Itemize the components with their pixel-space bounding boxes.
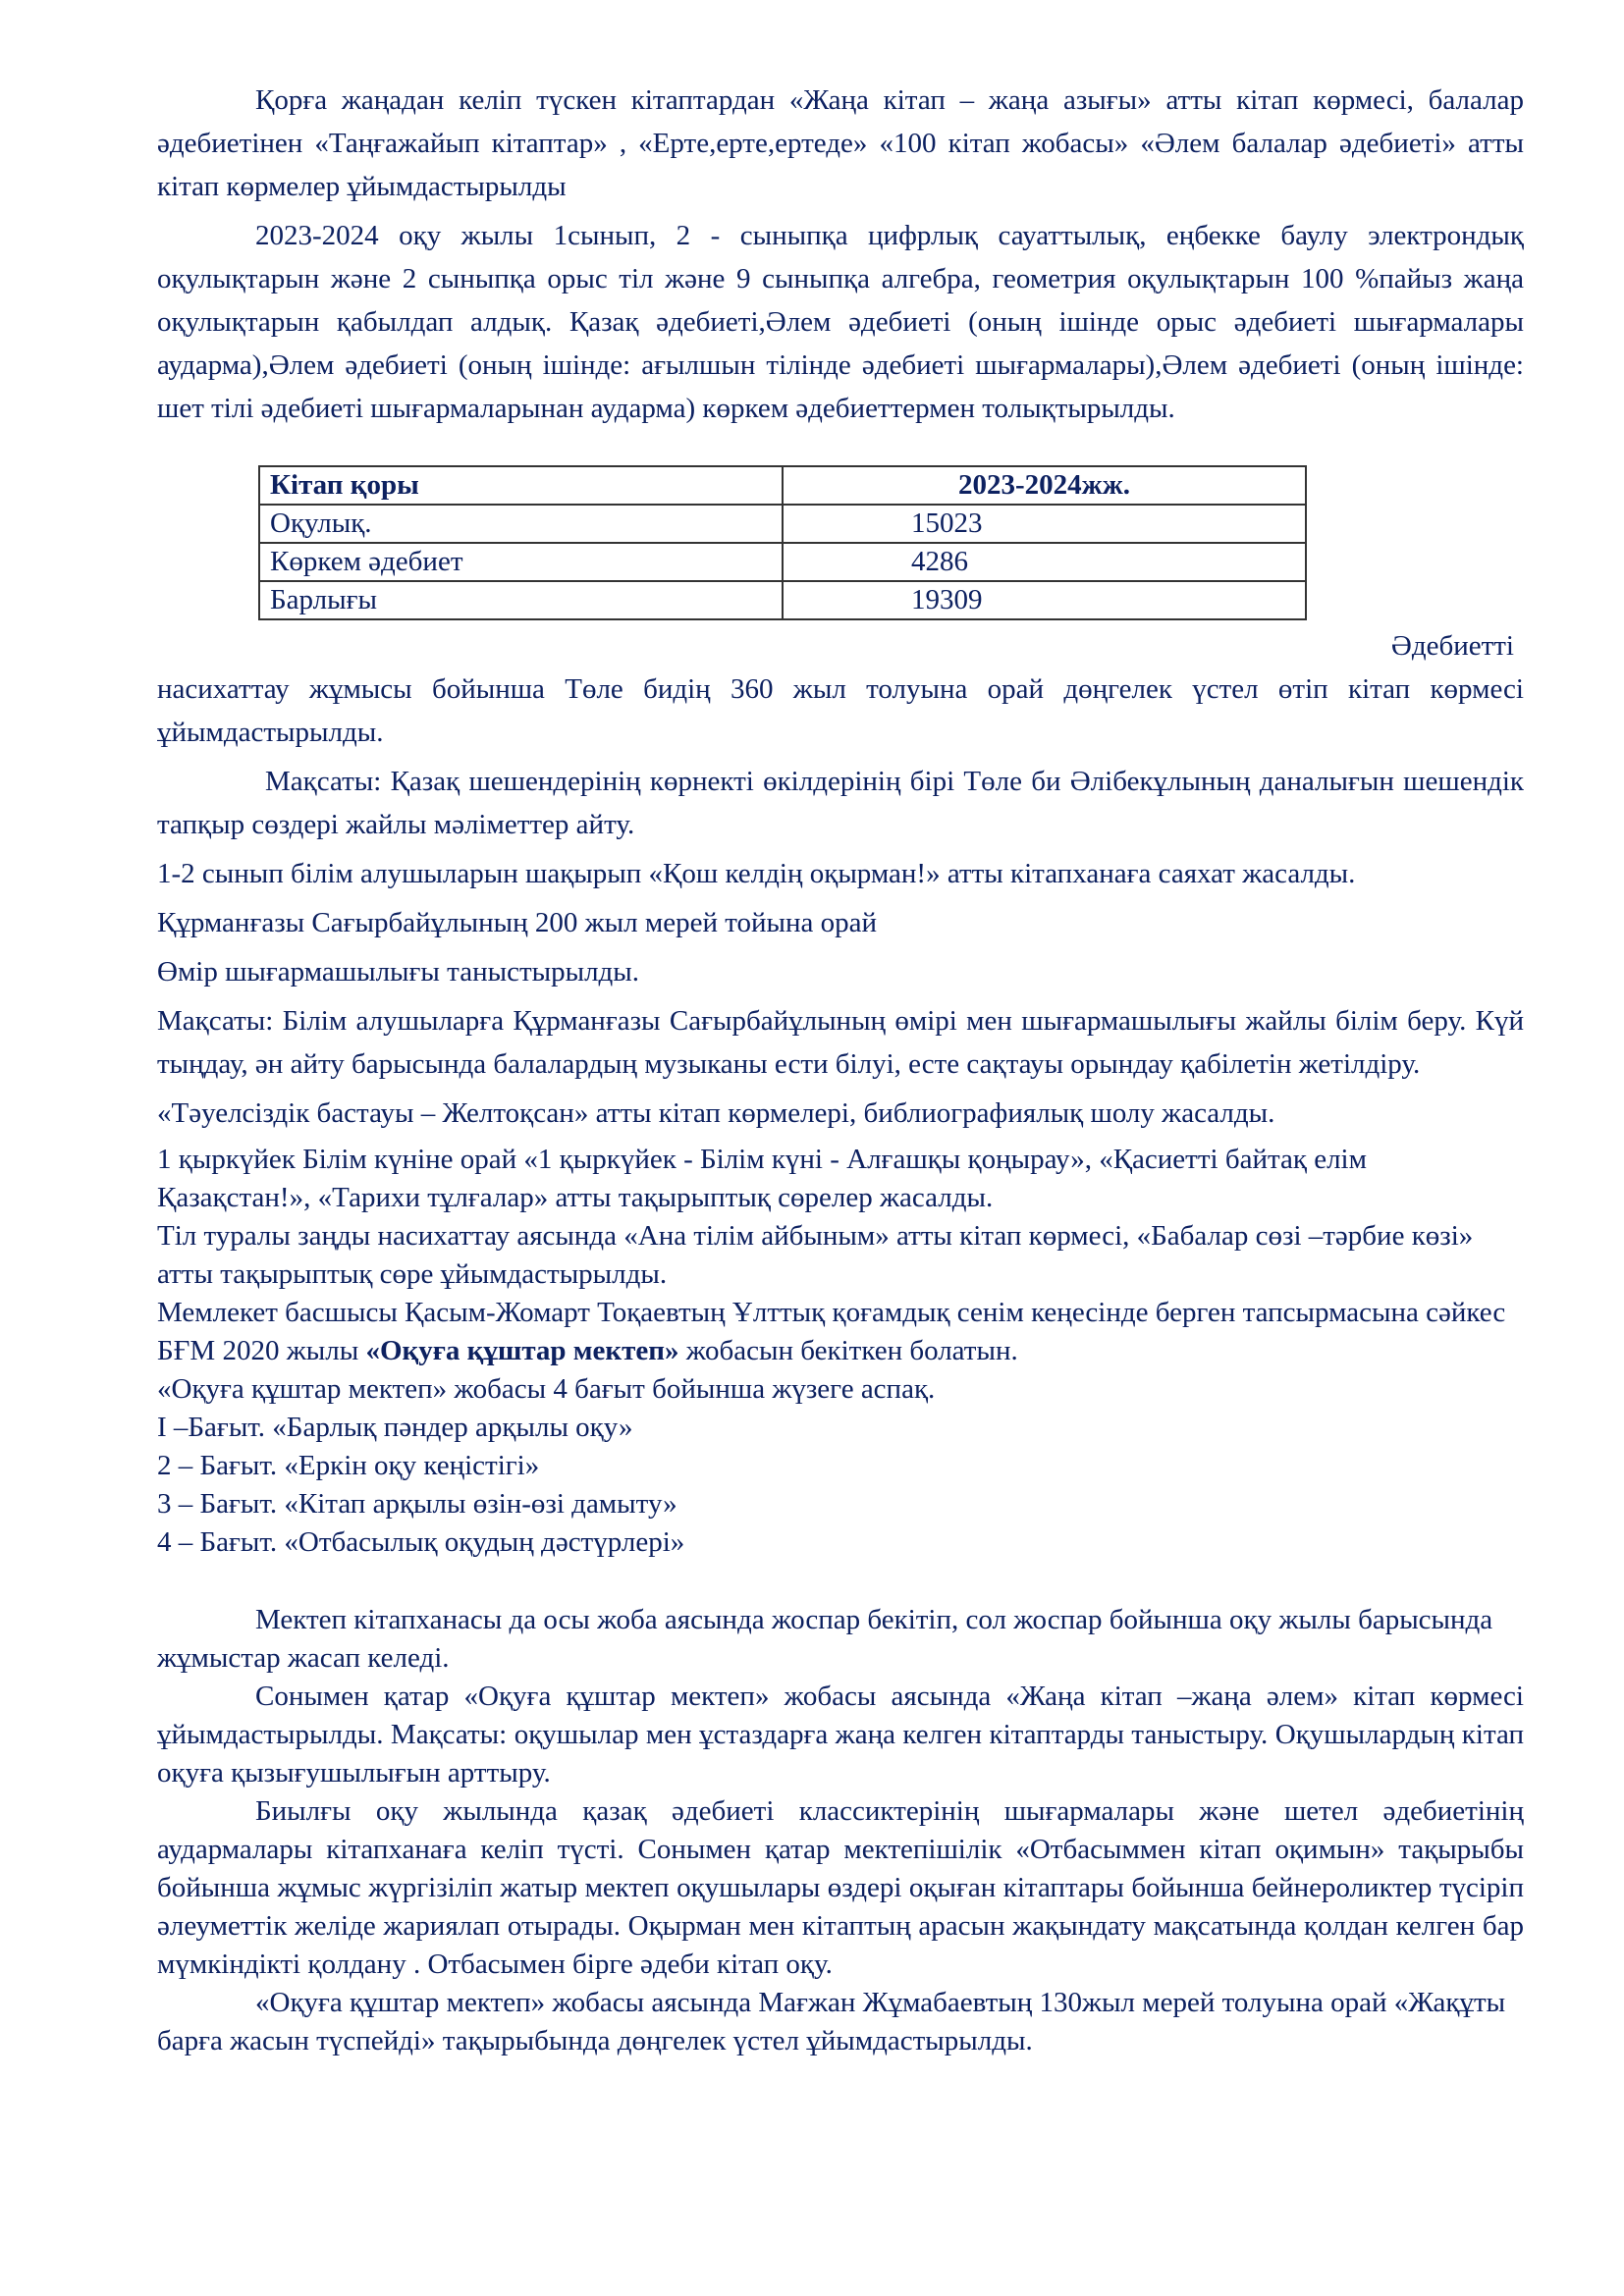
text-segment: жобасын бекіткен болатын. bbox=[678, 1335, 1018, 1366]
text-segment: Мемлекет басшысы Қасым-Жомарт Тоқаевтың Ұлттық қоғамдық сенім кеңесінде берген тапсырмасына сәйкес БҒМ 2020 жылы bbox=[157, 1297, 1506, 1366]
book-fund-table bbox=[258, 465, 1307, 620]
paragraph-family-reading: Биылғы оқу жылында қазақ әдебиеті классиктерінің шығармалары және шетел әдебиетінің аудармалары кітапханаға келіп түсті. Сонымен қатар мектепішілік «Отбасыммен кітап оқимын» тақырыбы бойынша жұмыс жүргізіліп жатыр мектеп оқушылары өздері оқыған кітаптары бойынша бейнероликтер түсіріп әлеуметтік желіде жариялап отырады. Оқырман мен кітаптың арасын жақындату мақсатында қолдан келген бар мүмкіндікті қолдану . Отбасымен бірге әдеби кітап оқу. bbox=[157, 1795, 1524, 1980]
paragraph-tole-bi-round-table: насихаттау жұмысы бойынша Төле бидің 360 жыл толуына орай дөңгелек үстел өтіп кітап көрмесі ұйымдастырылды. bbox=[157, 673, 1524, 748]
table-cell-category: Көркем әдебиет bbox=[259, 543, 783, 581]
table-header-cell: Кітап қоры bbox=[259, 466, 783, 505]
direction-item: I –Бағыт. «Барлық пәндер арқылы оқу» bbox=[157, 1412, 633, 1443]
direction-item: 2 – Бағыт. «Еркін оқу кеңістігі» bbox=[157, 1450, 540, 1481]
paragraph-literature-lead-word: Әдебиетті bbox=[1390, 630, 1514, 662]
table-cell-category: Оқулық. bbox=[259, 505, 783, 543]
paragraph-independence-exhibition: «Тәуелсіздік бастауы – Желтоқсан» атты кітап көрмелері, библиографиялық шолу жасалды. bbox=[157, 1097, 1275, 1129]
direction-item: 4 – Бағыт. «Отбасылық оқудың дәстүрлері» bbox=[157, 1526, 685, 1558]
paragraph-tole-bi-goal: Мақсаты: Қазақ шешендерінің көрнекті өкілдерінің бірі Төле би Әлібекұлының даналығын шешендік тапқыр сөздері жайлы мәліметтер айту. bbox=[157, 766, 1524, 840]
paragraph-language-law: Тіл туралы заңды насихаттау аясында «Ана тілім айбыным» атты кітап көрмесі, «Бабалар сөзі –тәрбие көзі» атты тақырыптық сөре ұйымдастырылды. bbox=[157, 1220, 1474, 1290]
table-cell-category: Барлығы bbox=[259, 581, 783, 619]
paragraph-kurmangazy-anniversary: Құрманғазы Сағырбайұлының 200 жыл мерей тойына орай bbox=[157, 907, 878, 938]
paragraph-kurmangazy-life: Өмір шығармашылығы таныстырылды. bbox=[157, 956, 640, 988]
paragraph-library-plan: Мектеп кітапханасы да осы жоба аясында жоспар бекітіп, сол жоспар бойынша оқу жылы барысында жұмыстар жасап келеді. bbox=[157, 1604, 1493, 1674]
paragraph-new-world-exhibition: Сонымен қатар «Оқуға құштар мектеп» жобасы аясында «Жаңа кітап –жаңа әлем» кітап көрмесі ұйымдастырылды. Мақсаты: оқушылар мен ұстаздарға жаңа келген кітаптарды таныстыру. Оқушылардың кітап оқуға қызығушылығын арттыру. bbox=[157, 1681, 1524, 1789]
project-name-bold: «Оқуға құштар мектеп» bbox=[365, 1335, 679, 1366]
spacer bbox=[157, 1562, 1524, 1601]
paragraph-textbooks-2023-2024: 2023-2024 оқу жылы 1сынып, 2 - сыныпқа цифрлық сауаттылық, еңбекке баулу электрондық оқулықтарын және 2 сыныпқа орыс тіл және 9 сыныпқа алгебра, геометрия оқулықтарын 100 %пайыз жаңа оқулықтарын қабылдап алдық. Қазақ әдебиеті,Әлем әдебиеті (оның ішінде орыс әдебиеті шығармалары аударма),Әлем әдебиеті (оның ішінде: ағылшын тілінде әдебиеті шығармалары),Әлем әдебиеті (оның ішінде: шет тілі әдебиеті шығармаларынан аударма) көркем әдебиеттермен толықтырылды. bbox=[157, 220, 1524, 424]
paragraph-kurmangazy-goal: Мақсаты: Білім алушыларға Құрманғазы Сағырбайұлының өмірі мен шығармашылығы жайлы білім беру. Күй тыңдау, ән айту барысында балалардың музыканы ести білуі, есте сақтауы орындау қабілетін жетілдіру. bbox=[157, 1005, 1524, 1080]
document-page bbox=[157, 79, 1524, 2060]
paragraph-project-directions-intro: «Оқуға құштар мектеп» жобасы 4 бағыт бойынша жүзеге аспақ. bbox=[157, 1373, 936, 1405]
table-cell-value: 19309 bbox=[783, 581, 1306, 619]
paragraph-new-books-exhibitions: Қорға жаңадан келіп түскен кітаптардан «Жаңа кітап – жаңа азығы» атты кітап көрмесі, балалар әдебиетінен «Таңғажайып кітаптар» , «Ерте,ерте,ертеде» «100 кітап жобасы» «Әлем балалар әдебиеті» атты кітап көрмелер ұйымдастырылды bbox=[157, 84, 1524, 202]
paragraph-knowledge-day: 1 қыркүйек Білім күніне орай «1 қыркүйек - Білім күні - Алғашқы қоңырау», «Қасиетті байтақ елім Қазақстан!», «Тарихи тұлғалар» атты тақырыптық сөрелер жасалды. bbox=[157, 1144, 1367, 1213]
table-row bbox=[259, 581, 1306, 619]
table-row bbox=[259, 543, 1306, 581]
table-header-cell: 2023-2024жж. bbox=[783, 466, 1306, 505]
table-cell-value: 15023 bbox=[783, 505, 1306, 543]
paragraph-library-tour: 1-2 сынып білім алушыларын шақырып «Қош келдің оқырман!» атты кітапханаға саяхат жасалды. bbox=[157, 858, 1356, 889]
table-cell-value: 4286 bbox=[783, 543, 1306, 581]
direction-item: 3 – Бағыт. «Кітап арқылы өзін-өзі дамыту» bbox=[157, 1488, 677, 1520]
paragraph-reading-school-project bbox=[157, 1294, 1524, 1370]
table-row bbox=[259, 505, 1306, 543]
table-header-row bbox=[259, 466, 1306, 505]
paragraph-magzhan-round-table: «Оқуға құштар мектеп» жобасы аясында Мағжан Жұмабаевтың 130жыл мерей толуына орай «Жақұты барға жасын түспейді» тақырыбында дөңгелек үстел ұйымдастырылды. bbox=[157, 1987, 1506, 2056]
